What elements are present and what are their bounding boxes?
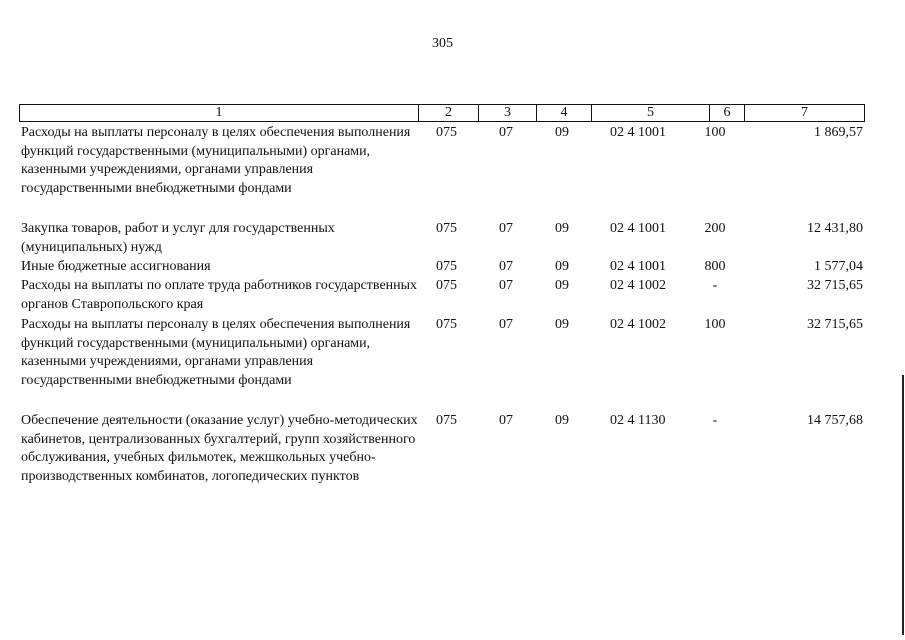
row-amount: 1 869,57 xyxy=(814,125,863,140)
row-amount: 14 757,68 xyxy=(807,413,863,428)
scan-edge-line xyxy=(902,375,904,635)
row-col-6: - xyxy=(712,278,718,293)
row-col-4: 09 xyxy=(555,125,569,140)
row-col-4: 09 xyxy=(555,259,569,274)
row-col-2: 075 xyxy=(436,259,457,274)
row-col-2: 075 xyxy=(436,221,457,236)
header-col-2: 2 xyxy=(418,105,478,121)
row-col-6: 800 xyxy=(704,259,726,274)
row-amount: 32 715,65 xyxy=(807,317,863,332)
row-col-6: - xyxy=(712,413,718,428)
row-col-5: 02 4 1002 xyxy=(610,278,666,293)
row-col-5: 02 4 1001 xyxy=(610,221,666,236)
page-number: 305 xyxy=(432,36,453,51)
row-col-4: 09 xyxy=(555,317,569,332)
row-amount: 1 577,04 xyxy=(814,259,863,274)
row-col-2: 075 xyxy=(436,317,457,332)
row-description: Расходы на выплаты персоналу в целях обеспечения выполнения функций государственными (муниципальными) органами, казенными учреждениями, органами управления государственными внебюджетными фондами xyxy=(21,125,411,196)
row-description: Расходы на выплаты по оплате труда работников государственных органов Ставропольского края xyxy=(21,278,418,312)
row-col-6: 200 xyxy=(704,221,726,236)
header-col-5: 5 xyxy=(591,105,709,121)
row-col-3: 07 xyxy=(499,278,513,293)
row-col-4: 09 xyxy=(555,278,569,293)
row-col-4: 09 xyxy=(555,413,569,428)
header-col-3: 3 xyxy=(478,105,536,121)
row-col-5: 02 4 1001 xyxy=(610,125,666,140)
row-col-3: 07 xyxy=(499,317,513,332)
row-description: Обеспечение деятельности (оказание услуг) учебно-методических кабинетов, централизованных бухгалтерий, групп хозяйственного обслуживания, учебных фильмотек, межшкольных учебно-производственных комбинатов, логопедических пунктов xyxy=(21,413,418,484)
row-description: Закупка товаров, работ и услуг для государственных (муниципальных) нужд xyxy=(21,221,335,255)
row-amount: 32 715,65 xyxy=(807,278,863,293)
row-col-2: 075 xyxy=(436,278,457,293)
header-col-1: 1 xyxy=(215,105,223,120)
row-col-5: 02 4 1001 xyxy=(610,259,666,274)
row-amount: 12 431,80 xyxy=(807,221,863,236)
row-col-3: 07 xyxy=(499,413,513,428)
table-header xyxy=(19,104,865,122)
row-col-4: 09 xyxy=(555,221,569,236)
header-col-7: 7 xyxy=(744,105,864,121)
row-description: Расходы на выплаты персоналу в целях обеспечения выполнения функций государственными (муниципальными) органами, казенными учреждениями, органами управления государственными внебюджетными фондами xyxy=(21,317,411,388)
row-col-6: 100 xyxy=(704,317,726,332)
row-col-5: 02 4 1002 xyxy=(610,317,666,332)
header-col-6: 6 xyxy=(709,105,744,121)
row-description: Иные бюджетные ассигнования xyxy=(21,259,211,274)
row-col-2: 075 xyxy=(436,413,457,428)
row-col-3: 07 xyxy=(499,125,513,140)
row-col-3: 07 xyxy=(499,259,513,274)
header-col-4: 4 xyxy=(536,105,591,121)
row-col-5: 02 4 1130 xyxy=(610,413,666,428)
row-col-3: 07 xyxy=(499,221,513,236)
row-col-6: 100 xyxy=(704,125,726,140)
row-col-2: 075 xyxy=(436,125,457,140)
